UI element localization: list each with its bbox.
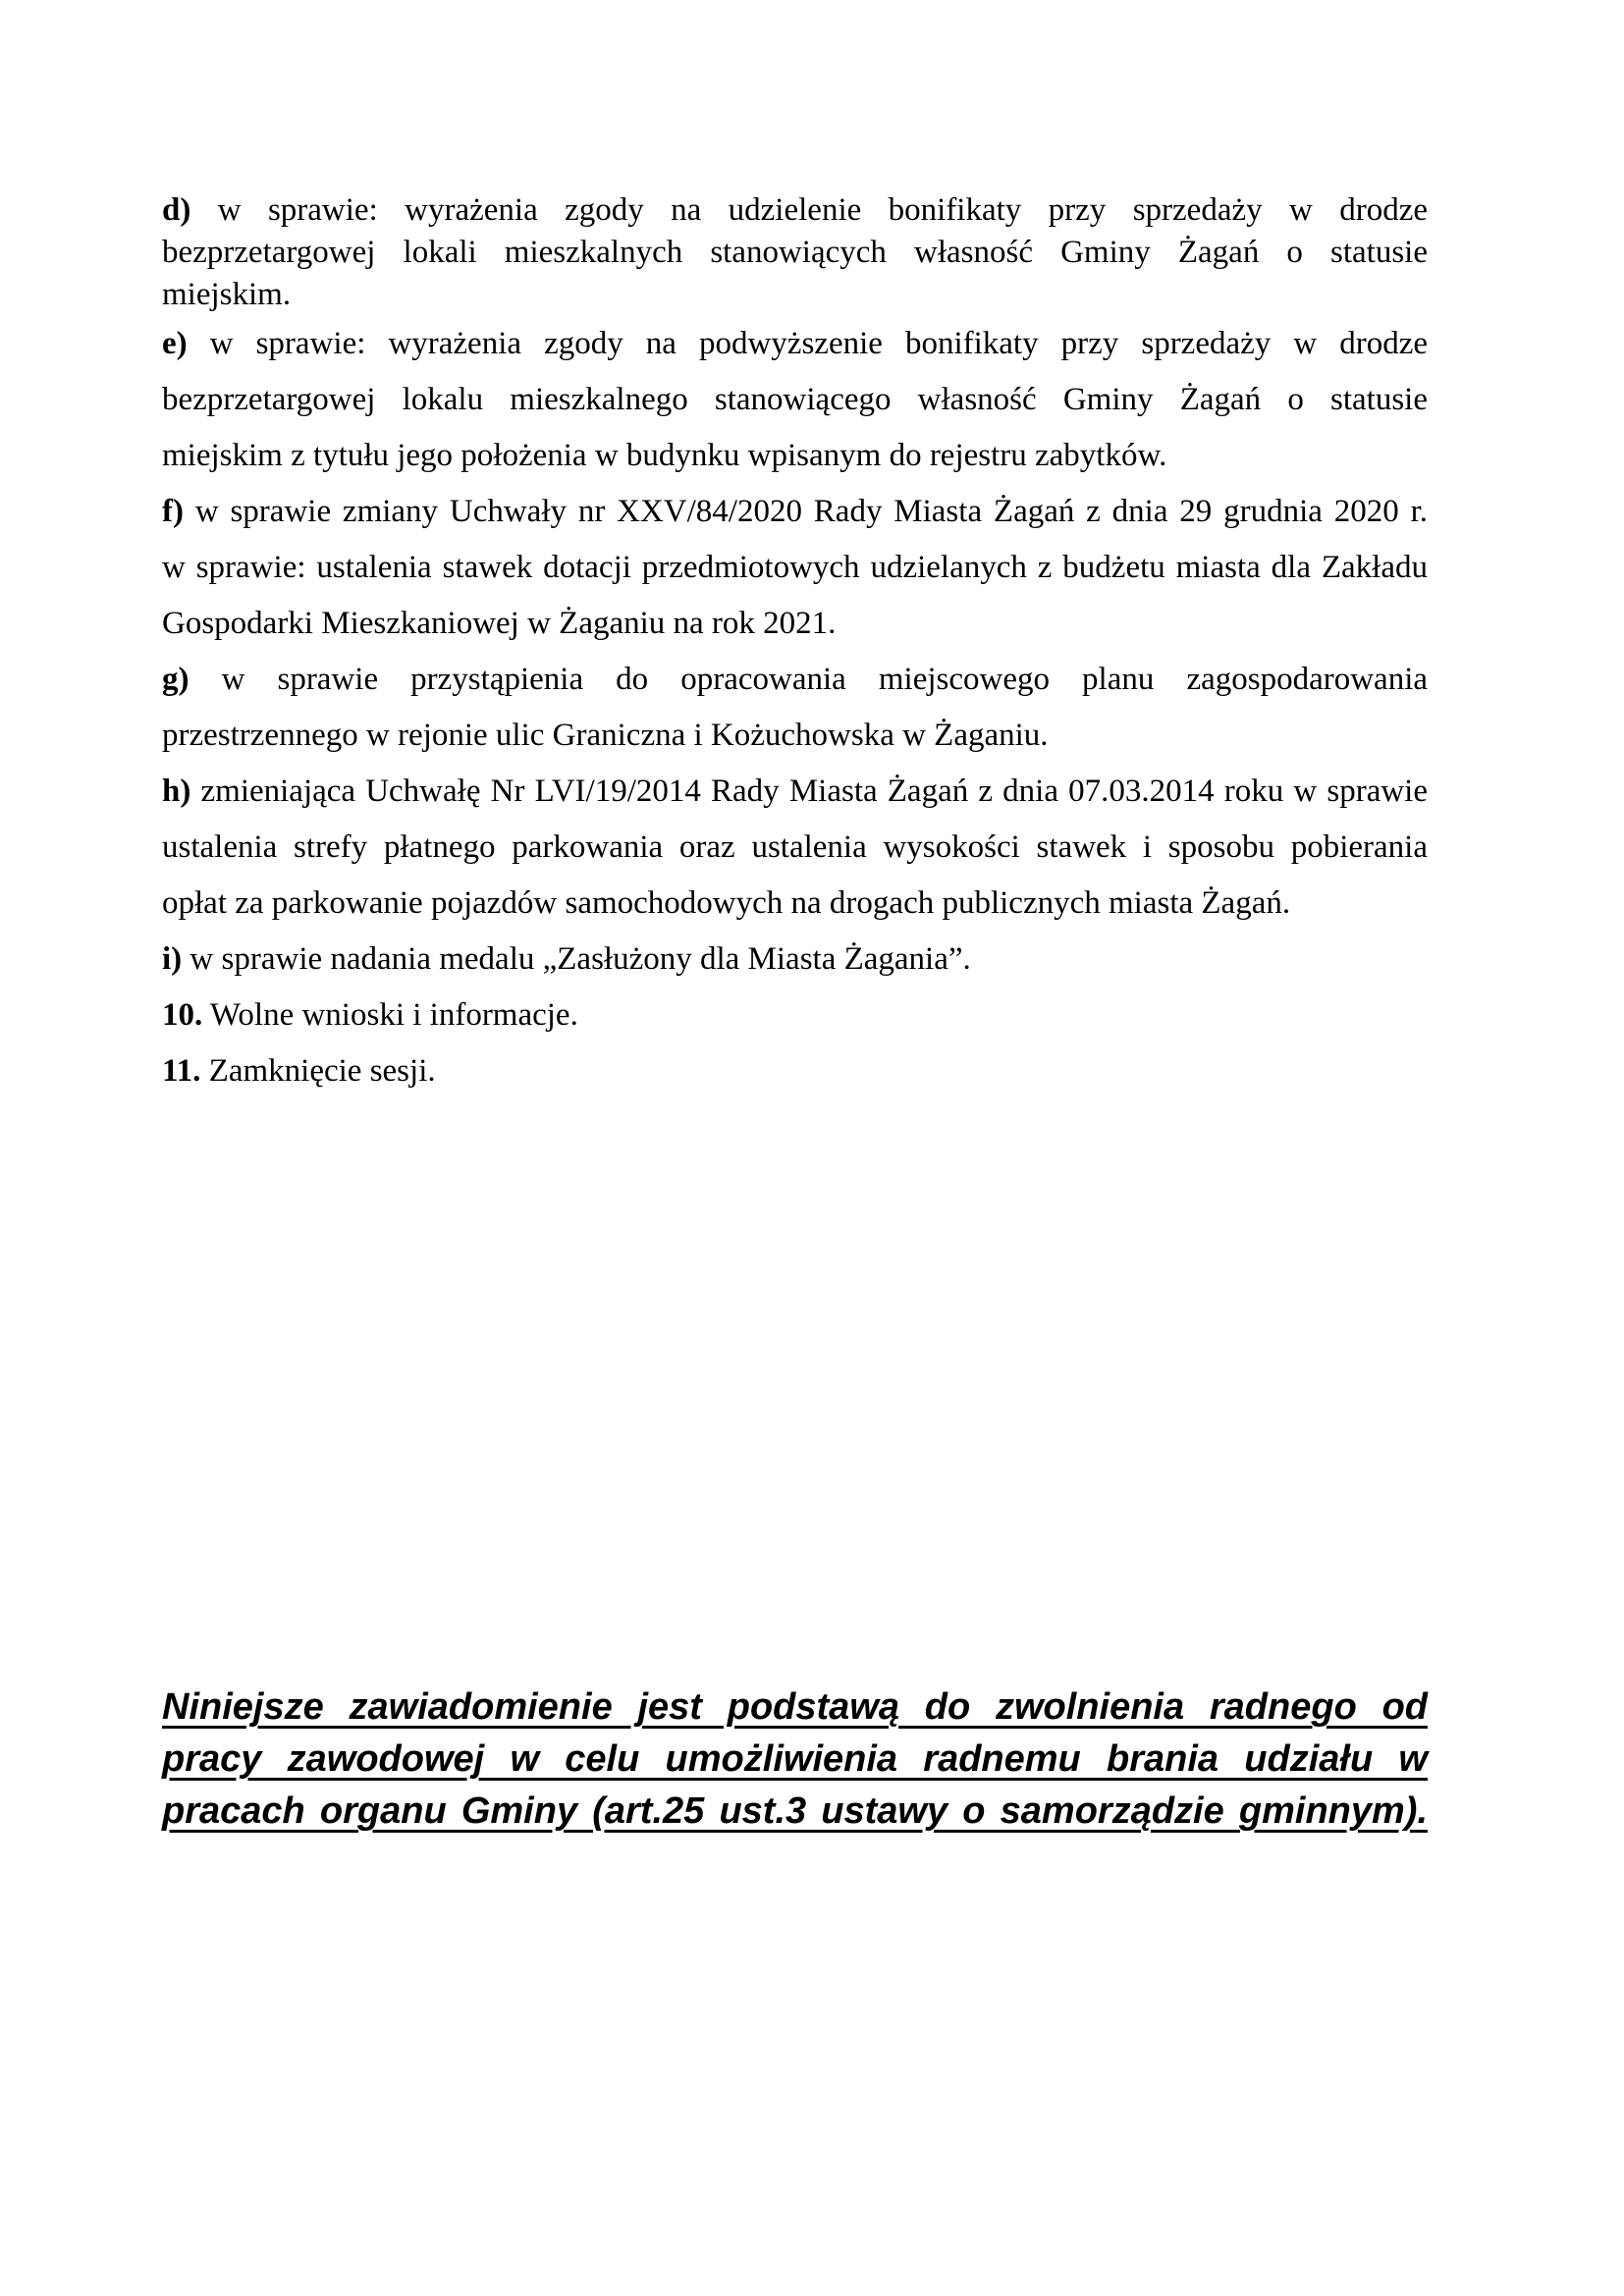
text-line: opłat za parkowanie pojazdów samochodowych na drogach publicznych miasta Żagań.: [162, 885, 1291, 921]
text-line-body: w sprawie: wyrażenia zgody na podwyższenie bonifikaty przy sprzedaży w drodze: [209, 326, 1428, 361]
text-line: bezprzetargowej lokali mieszkalnych stanowiących własność Gminy Żagań o statusie: [162, 235, 1428, 270]
agenda-subitem-f: [162, 484, 1428, 652]
text-line: miejskim.: [162, 277, 292, 312]
text-line: [162, 484, 1428, 540]
text-line: [162, 1043, 1428, 1099]
item-label: g): [162, 662, 189, 697]
text-line: [162, 189, 1428, 232]
text-line-body: w sprawie przystąpienia do opracowania miejscowego planu zagospodarowania: [221, 662, 1429, 697]
agenda-item-11: [162, 1043, 1428, 1099]
agenda-subitem-e: [162, 316, 1428, 484]
text-line-body: zmieniająca Uchwałę Nr LVI/19/2014 Rady Miasta Żagań z dnia 07.03.2014 roku w sprawie: [200, 774, 1428, 809]
text-line: Gospodarki Mieszkaniowej w Żaganiu na rok 2021.: [162, 606, 837, 641]
item-label: f): [162, 494, 184, 529]
agenda-subitem-g: [162, 652, 1428, 764]
text-line: [162, 652, 1428, 708]
text-line: [162, 932, 1428, 988]
item-label: e): [162, 326, 188, 361]
item-label: d): [162, 192, 191, 228]
agenda-subitem-d: [162, 189, 1428, 316]
text-line: bezprzetargowej lokalu mieszkalnego stanowiącego własność Gminy Żagań o statusie: [162, 382, 1428, 417]
item-label: 11.: [162, 1053, 201, 1089]
agenda-subitem-h: [162, 764, 1428, 932]
notice-line: pracach organu Gminy (art.25 ust.3 ustawy o samorządzie gminnym).: [162, 1790, 1428, 1832]
release-notice: [162, 1682, 1428, 1838]
text-line-body: w sprawie: wyrażenia zgody na udzielenie bonifikaty przy sprzedaży w drodze: [217, 192, 1428, 228]
text-line: [162, 988, 1428, 1043]
text-line: [162, 316, 1428, 372]
item-label: h): [162, 774, 191, 809]
text-line-body: w sprawie nadania medalu „Zasłużony dla Miasta Żagania”.: [189, 941, 971, 977]
text-line-body: w sprawie zmiany Uchwały nr XXV/84/2020 Rady Miasta Żagań z dnia 29 grudnia 2020 r.: [194, 494, 1428, 529]
item-label: i): [162, 941, 183, 977]
text-line-body: Zamknięcie sesji.: [208, 1053, 436, 1089]
text-line: w sprawie: ustalenia stawek dotacji przedmiotowych udzielanych z budżetu miasta dla Zakładu: [162, 550, 1428, 585]
item-label: 10.: [162, 997, 203, 1033]
notice-line: Niniejsze zawiadomienie jest podstawą do zwolnienia radnego od: [162, 1686, 1428, 1728]
agenda-item-10: [162, 988, 1428, 1043]
text-line: przestrzennego w rejonie ulic Graniczna i Kożuchowska w Żaganiu.: [162, 718, 1049, 753]
notice-line: pracy zawodowej w celu umożliwienia radnemu brania udziału w: [162, 1738, 1428, 1780]
text-line: ustalenia strefy płatnego parkowania oraz ustalenia wysokości stawek i sposobu pobierania: [162, 829, 1428, 865]
text-line: [162, 764, 1428, 820]
text-line-body: Wolne wnioski i informacje.: [209, 997, 578, 1033]
agenda-subitem-i: [162, 932, 1428, 988]
text-line: miejskim z tytułu jego położenia w budynku wpisanym do rejestru zabytków.: [162, 438, 1167, 473]
